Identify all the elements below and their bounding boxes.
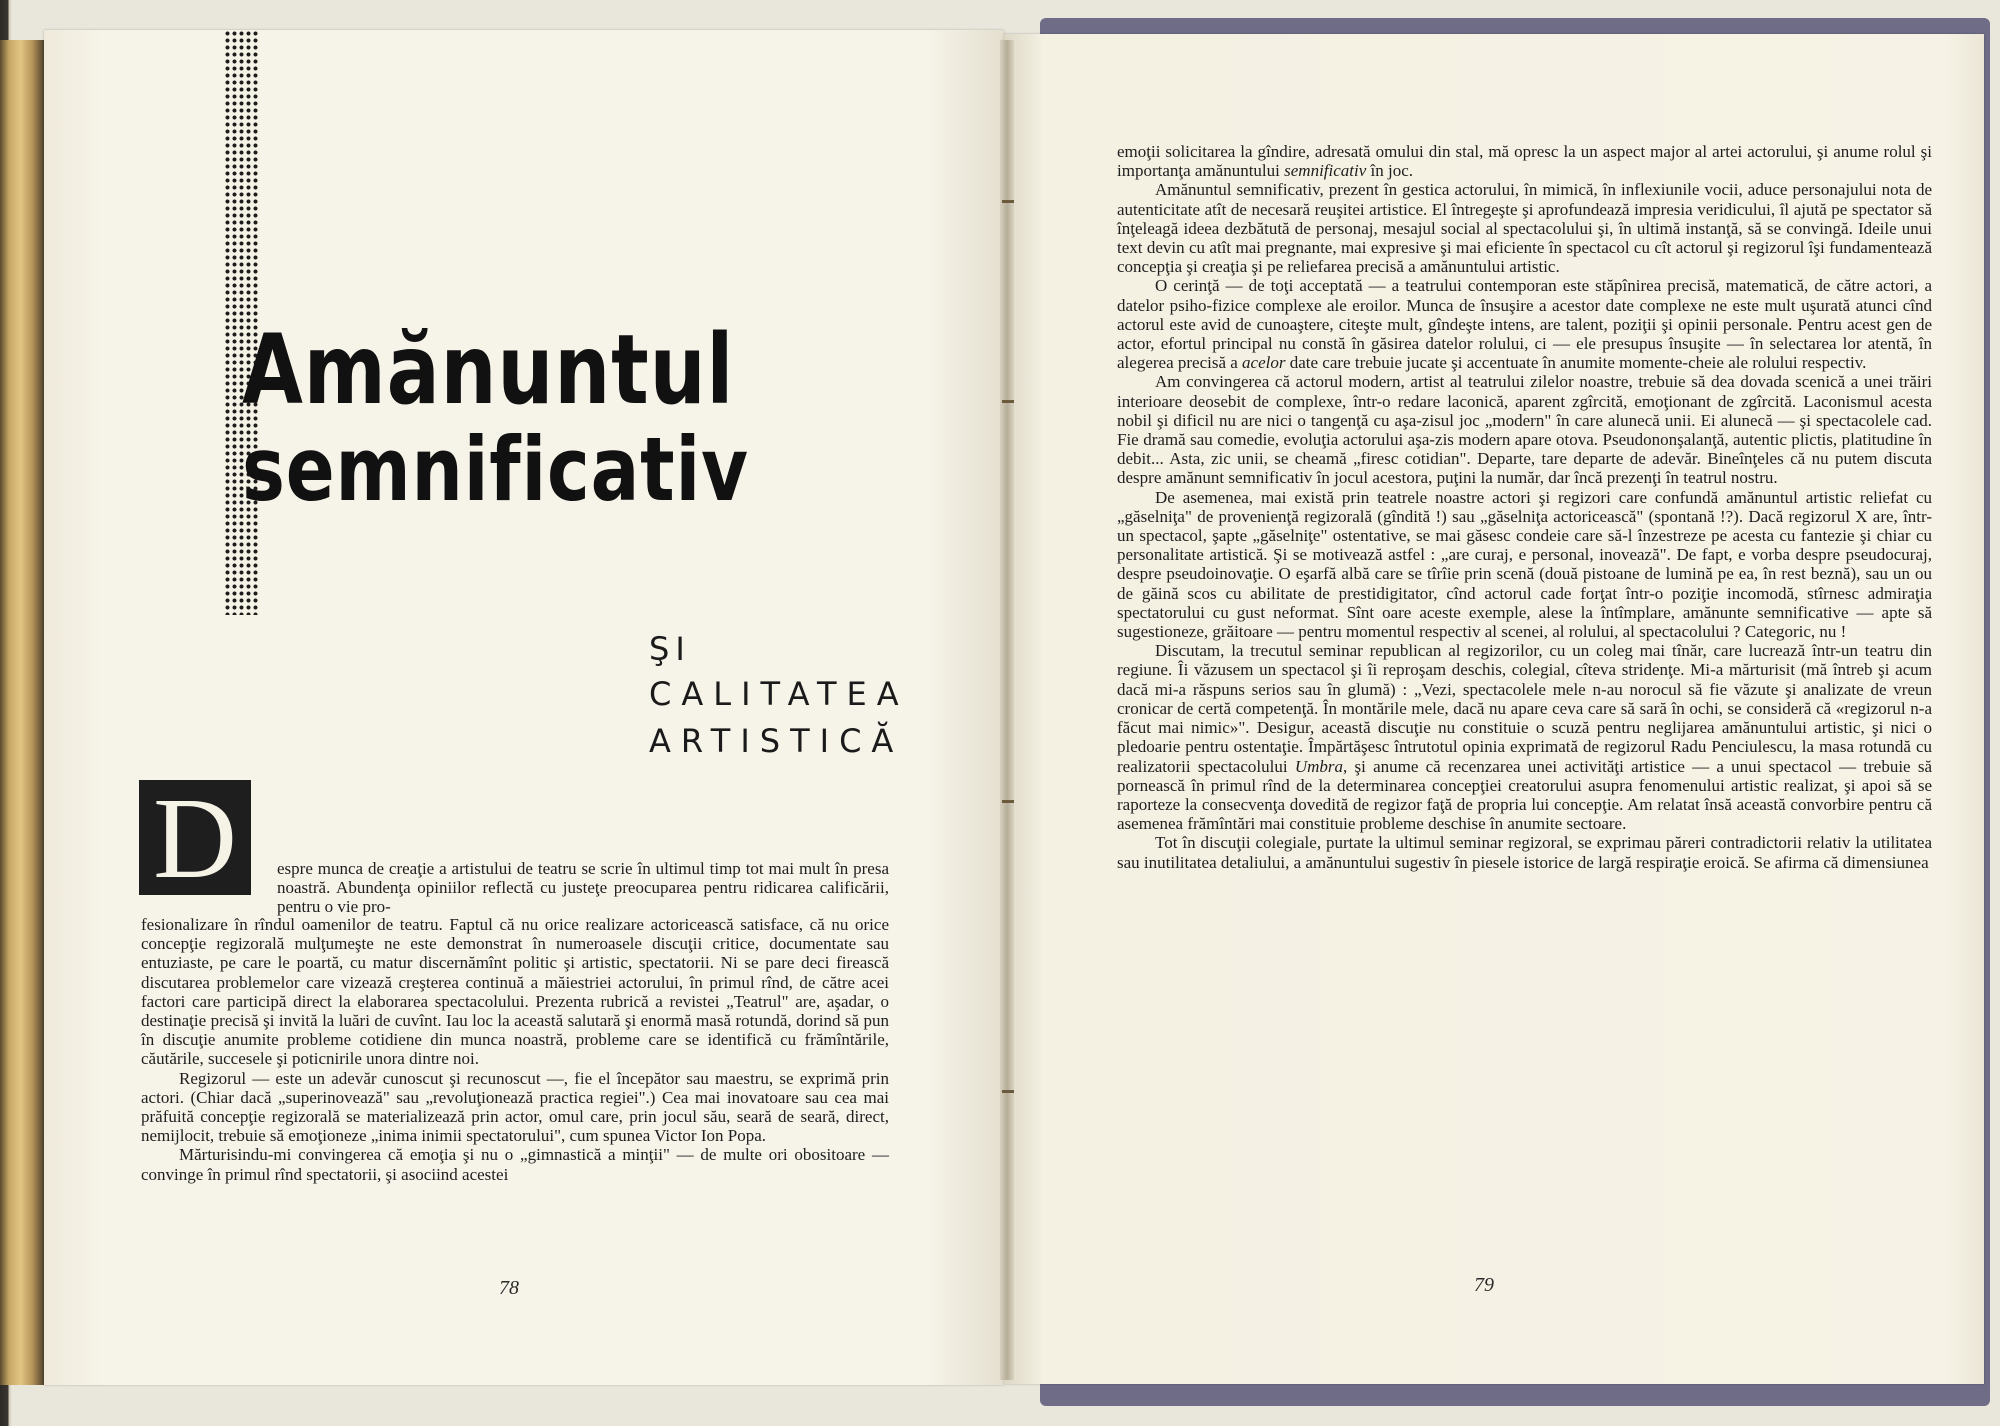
- text-span: date care trebuie jucate şi accentuate în anumite momente-cheie ale rolului respectiv.: [1285, 353, 1867, 373]
- right-paragraph-4: De asemenea, mai există prin teatrele noastre actori şi regizori care confundă amănuntul artistic reliefat cu „găselniţa" de provenienţă regizorală (gîndită !) sau „găselniţa actoricească" (spontană !?). Dacă regizorul X are, într-un spectacol, şapte „găselniţe" ostentative, se mai găsesc condeie care să-l înzestreze pe acesta cu fantezie şi chiar cu personalitate artistică. Şi se motivează astfel : „are curaj, e personal, inovează". De fapt, e vorba despre pseudocuraj, despre pseudoinovaţie. O eşarfă albă care se tîrîie prin scenă (două pistoane de lumină pe ea, în rest beznă), sau un ou de găină scos cu abilitate de prestidigitator, cînd actorul cade forţat într-o poziţie incomodă, stîrnesc admiraţia spectatorului cu gust neformat. Sînt oare aceste exemple, alese la întîmplare, amănunte semnificative — apte să sugestioneze, grăitoare — pentru momentul respectiv al scenei, al rolului, al spectacolului ? Categoric, nu !: [1117, 487, 1932, 642]
- emphasis-text: semnificativ: [1284, 161, 1367, 181]
- intro-paragraph: espre munca de creaţie a artistului de teatru se scrie în ultimul timp tot mai mult în presa noastră. Abundenţa opiniilor reflectă cu justeţe preocuparea pentru ridicarea calificării, pentru o vie pro-: [277, 859, 889, 917]
- emphasis-text: Umbra: [1294, 756, 1343, 776]
- binding-stitch: [1002, 1090, 1014, 1093]
- subtitle-calitatea: CALITATEA: [649, 675, 909, 713]
- emphasis-text: acelor: [1242, 353, 1286, 373]
- left-body-text: [141, 915, 889, 1184]
- page-number-left: 78: [499, 1277, 519, 1299]
- left-paragraph-3: Mărturisindu-mi convingerea că emoţia şi nu o „gimnastică a minţii" — de multe ori obositoare — convinge în primul rînd spectatorii, şi asociind acestei: [141, 1145, 889, 1184]
- subtitle-si: ŞI: [649, 630, 691, 668]
- left-paragraph-2: Regizorul — este un adevăr cunoscut şi recunoscut —, fie el începător sau maestru, se exprimă prin actori. (Chiar dacă „superinovează" sau „revoluţionează practica regiei".) Cea mai inovatoare sau cea mai prăfuită concepţie regizorală se materializează prin actor, omul care, prin jocul său, seară de seară, direct, nemijlocit, trebuie să emoţioneze „inima inimii spectatorului", cum spunea Victor Ion Popa.: [141, 1068, 889, 1146]
- right-paragraph-5: [1117, 641, 1932, 833]
- binding-stitch: [1002, 200, 1014, 203]
- binding-stitch: [1002, 400, 1014, 403]
- title-line-1: Amănuntul: [242, 314, 735, 426]
- subtitle-artistica: ARTISTICĂ: [649, 722, 904, 760]
- right-body-text: [1117, 142, 1932, 872]
- right-paragraph-3: Am convingerea că actorul modern, artist al teatrului zilelor noastre, trebuie să dea dovada scenică a unei trăiri interioare deosebit de complexe, într-o redare laconică, aparent zgîrcită, emoţionant de zgîrcită. Laconismul acesta nobil şi dificil nu are nici o tangenţă cu aşa-zisul joc „modern" în care alunecă unii. Ei alunecă — şi spectacolele cad. Fie dramă sau comedie, evoluţia actorului aşa-zis modern apare otova. Pseudononşalanţă, autentic plictis, platitudine în debit... Asta, zic unii, se cheamă „firesc cotidian". Departe, tare departe de adevăr. Bineînţeles că nu putem discuta despre amănunt semnificativ în jocul acestora, puţini la număr, dar încă prezenţi în teatrul nostru.: [1117, 372, 1932, 488]
- text-span: Discutam, la trecutul seminar republican al regizorilor, cu un coleg mai tînăr, care lucrează într-un teatru din regiune. Îi văzusem un spectacol şi îi reproşam deschis, colegial, cîteva stridenţe. Mi-a mărturisit (mă întreb şi acum dacă mi-a răspuns serios sau în glumă) : „Vezi, spectacolele mele n-au norocul să fie văzute şi analizate de vreun cronicar de certă competenţă. În montările mele, dacă nu apare ceva care să sară în ochi, se consideră că «regizorul n-a făcut mai nimic»". Desigur, această discuţie nu constituie o scuză pentru neglijarea amănuntului artistic, şi nici o pledoarie pentru ostentaţie. Împărtăşesc întrutotul opinia exprimată de regizorul Radu Penciulescu, la masa rotundă cu realizatorii spectacolului: [1117, 641, 1932, 776]
- text-span: emoţii solicitarea la gîndire, adresată omului din stal, mă opresc la un aspect major al artei actorului, şi anume rolul şi importanţa amănuntului: [1117, 142, 1932, 181]
- text-span: în joc.: [1366, 161, 1414, 181]
- left-page: [44, 30, 1004, 1385]
- binding-stitch: [1002, 800, 1014, 803]
- book-gutter: [1000, 40, 1014, 1380]
- right-paragraph-6: Tot în discuţii colegiale, purtate la ultimul seminar regizoral, se exprimau păreri contradictorii relativ la utilitatea sau inutilitatea detaliului, a amănuntului sugestiv în piesele istorice de largă respiraţie eroică. Se afirma că dimensiunea: [1117, 833, 1932, 872]
- article-title: [242, 314, 749, 521]
- right-paragraph-2: [1117, 276, 1932, 372]
- title-line-2: semnificativ: [242, 418, 749, 521]
- right-paragraph-0: [1117, 142, 1932, 180]
- text-span: , şi anume că recenzarea unei activităţi artistice — a unui spectacol — trebuie să pornească în primul rînd de la determinarea concepţiei creatorului asupra fenomenului artistic realizat, şi apoi să se raporteze la consecvenţa dovedită de regizor faţă de propria lui concepţie. Am relatat însă această convorbire pentru că asemenea frămîntări mai constituie probleme deschise în anumite sectoare.: [1117, 756, 1932, 834]
- right-page: [1004, 34, 1984, 1384]
- text-span: O cerinţă — de toţi acceptată — a teatrului contemporan este stăpînirea precisă, matematică, de către actori, a datelor psiho-fizice complexe ale eroilor. Munca de însuşire a acestor date complexe ne este mult uşurată atunci cînd actorul este avid de cunoaştere, citeşte mult, gîndeşte intens, are talent, poziţii şi opinii personale. Pentru acest gen de actor, efortul principal nu constă în găsirea datelor rolului, ci — ele presupus însuşite — în selectarea lor atentă, în alegerea precisă a: [1117, 276, 1932, 373]
- page-number-right: 79: [1474, 1274, 1494, 1296]
- intro-text: [277, 859, 889, 917]
- right-paragraph-1: Amănuntul semnificativ, prezent în gestica actorului, în mimică, în inflexiunile vocii, aduce personajului nota de autenticitate atît de necesară reuşitei artistice. El întregeşte şi aprofundează impresia veridicului, îl ajută pe spectator să înţeleagă ideea dezbătută de personaj, mesajul social al spectacolului şi, în ultimă instanţă, să se convingă. Ideile unui text devin cu atît mai pregnante, mai expresive şi mai eficiente în spectacol cu cît actorul şi regizorul îşi fundamentează concepţia şi creaţia şi pe reliefarea precisă a amănuntului artistic.: [1117, 180, 1932, 277]
- left-paragraph-1: fesionalizare în rîndul oamenilor de teatru. Faptul că nu orice realizare actoricească satisface, că nu orice concepţie regizorală mulţumeşte ne este demonstrat în numeroasele discuţii critice, documentate sau entuziaste, pe care le poartă, cu matur discernămînt politic şi artistic, spectatorii. Ni se pare deci firească discutarea problemelor care vizează creşterea continuă a măiestriei actorului, în primul rînd, de către acei factori care participă direct la elaborarea spectacolului. Prezenta rubrică a revistei „Teatrul" are, aşadar, o destinaţie precisă şi invită la luări de cuvînt. Iau loc la această salutară şi enormă masă rotundă, dorind să pun în discuţie anumite probleme cotidiene din munca noastră, probleme care se identifică cu frămîntările, căutările, succesele şi poticnirile unora dintre noi.: [141, 915, 889, 1069]
- book-spine-edge: [0, 40, 46, 1385]
- drop-cap: D: [139, 780, 251, 895]
